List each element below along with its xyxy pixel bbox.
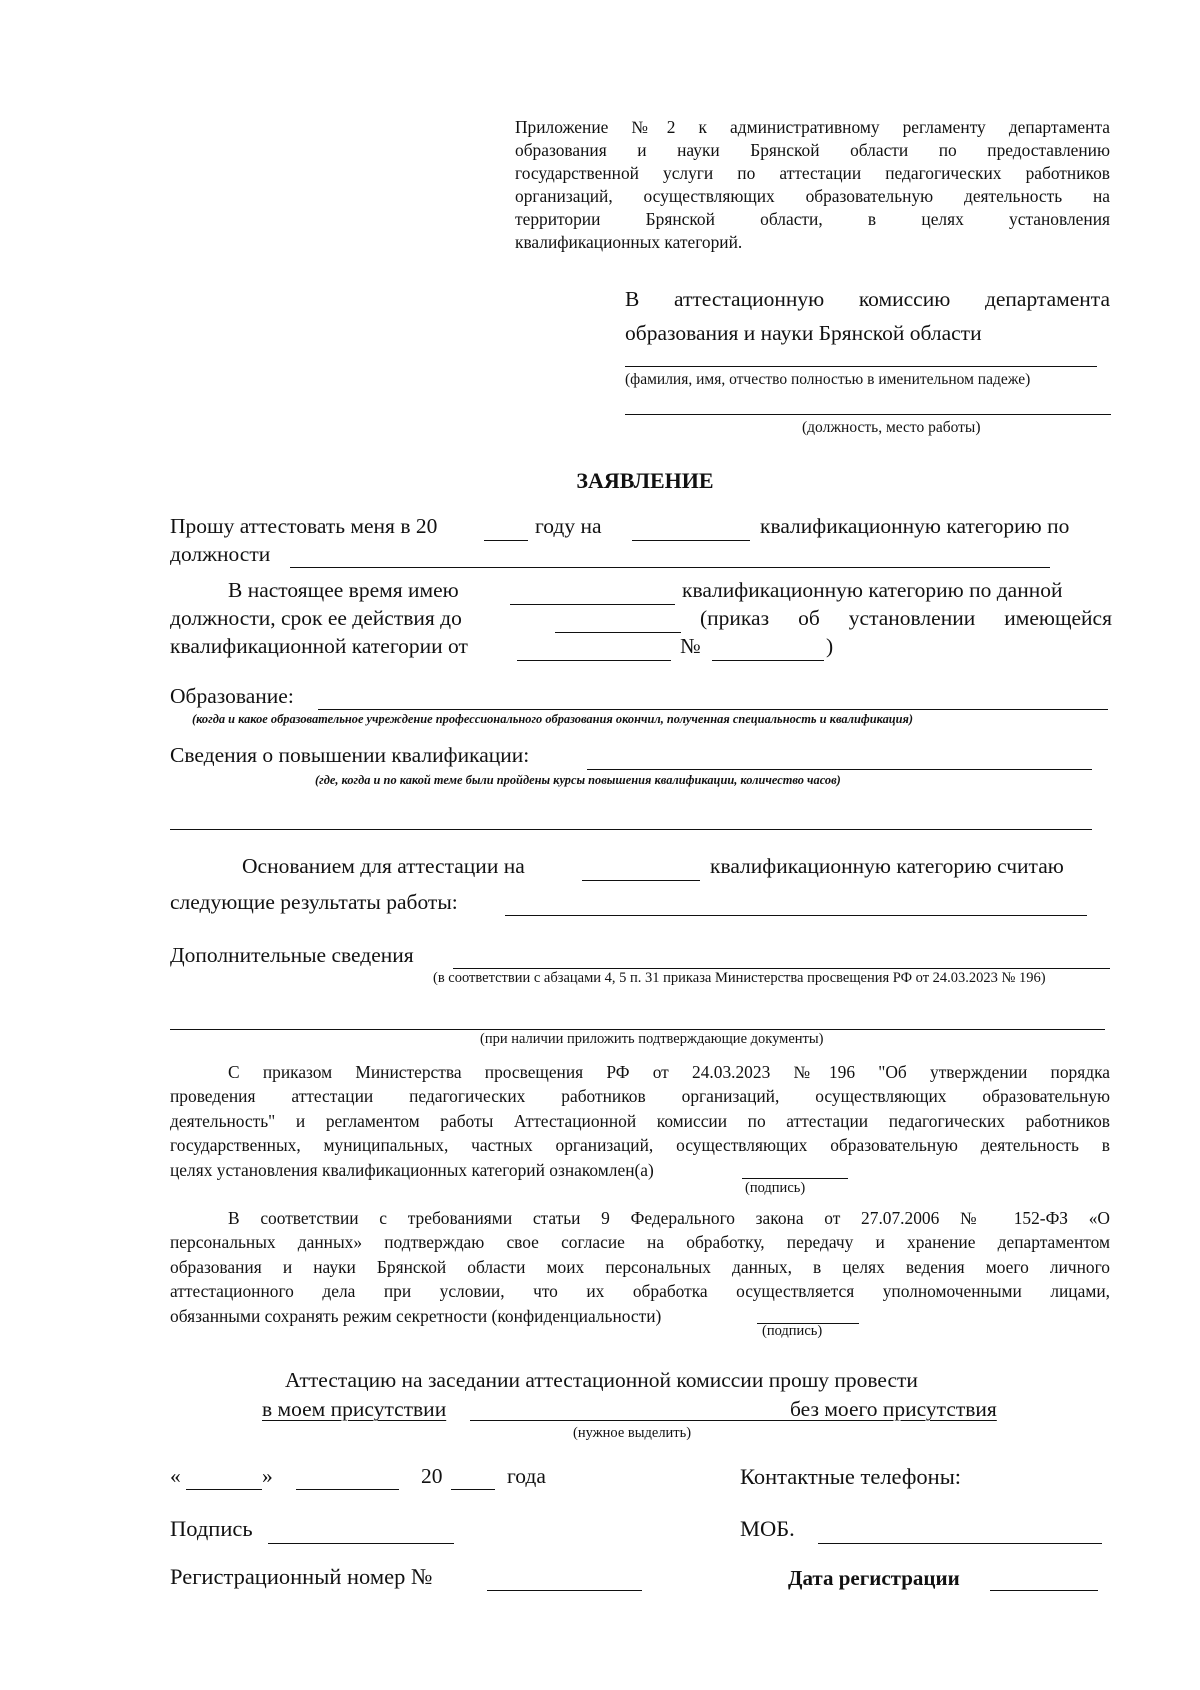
header-line: государственной услуги по аттестации педагогических работников [515,163,1110,183]
option-in-presence[interactable]: в моем присутствии [262,1397,447,1421]
session-text: Аттестацию на заседании аттестационной комиссии прошу провести [285,1368,918,1392]
education-label: Образование: [170,684,294,708]
header-line: территории Брянской области, в целях установления [515,209,1110,229]
year-field[interactable] [484,540,528,541]
current-category-text: квалификационной категории от [170,634,468,658]
date-quote-close: » [262,1464,273,1488]
consent-line: обязанными сохранять режим секретности (конфиденциальности) [170,1305,662,1326]
job-position-field[interactable] [290,567,1050,568]
day-field[interactable] [186,1489,262,1490]
consent-line: аттестационного дела при условии, что их обработка осуществляется уполномоченными лицами, [170,1281,1110,1302]
addressee [625,282,1110,350]
consent-line: образования и науки Брянской области моих персональных данных, в целях ведения моего личного [170,1256,1110,1277]
ack-signature-caption: (подпись) [745,1180,806,1196]
addressee-line: В аттестационную комиссию департамента [625,287,1110,311]
current-category-text: квалификационную категорию по данной [682,578,1063,602]
education-hint: (когда и какое образовательное учреждение профессионального образования окончил, полученная специальность и квалификация) [192,712,914,726]
current-category-text: должности, срок ее действия до [170,606,462,630]
consent-line: В соответствии с требованиями статьи 9 Федерального закона от 27.07.2006 № 152-ФЗ «О [228,1208,1110,1228]
registration-number-label: Регистрационный номер № [170,1564,433,1589]
basis-text: Основанием для аттестации на [242,854,525,878]
consent-line: персональных данных» подтверждаю свое согласие на обработку, передачу и хранение департаментом [170,1232,1110,1253]
header-line: Приложение №2 к административному регламенту департамента [515,117,1110,137]
request-text: должности [170,542,271,566]
contact-phones-label: Контактные телефоны: [740,1464,962,1489]
date-year-field[interactable] [451,1489,495,1490]
consent-paragraph [170,1206,1110,1328]
header-line: образования и науки Брянской области по предоставлению [515,140,1110,160]
additional-hint: (в соответствии с абзацами 4, 5 п. 31 приказа Министерства просвещения РФ от 24.03.2023 № 196) [433,970,1046,986]
current-category-text: ) [826,634,834,658]
ack-line: государственных, муниципальных, частных организаций, осуществляющих образовательную деятельность в [170,1135,1110,1156]
current-category-text: № [680,634,701,658]
mobile-label: МОБ. [740,1516,795,1541]
request-text: году на [535,514,602,538]
addressee-line: образования и науки Брянской области [625,321,982,345]
additional-label: Дополнительные сведения [170,943,414,967]
session-divider [470,1420,790,1421]
attach-note: (при наличии приложить подтверждающие документы) [480,1031,824,1047]
expiry-date-field[interactable] [555,632,681,633]
date-year-prefix: 20 [421,1464,443,1488]
basis-text: следующие результаты работы: [170,890,458,914]
session-note: (нужное выделить) [573,1425,692,1441]
registration-number-field[interactable] [487,1590,642,1591]
request-text: квалификационную категорию по [760,514,1070,538]
signature-field[interactable] [268,1543,454,1544]
ack-signature-field[interactable] [742,1178,848,1179]
option-without-presence[interactable]: без моего присутствия [790,1397,997,1421]
order-number-field[interactable] [712,660,824,661]
ack-line: проведения аттестации педагогических работников организаций, осуществляющих образовательную [170,1086,1110,1107]
fio-field[interactable] [625,366,1097,367]
ack-line: С приказом Министерства просвещения РФ от 24.03.2023 №196 "Об утверждении порядка [228,1062,1110,1082]
month-field[interactable] [296,1489,399,1490]
current-category-text: (приказ об установлении имеющейся [700,606,1112,630]
education-field[interactable] [318,709,1108,710]
qualification-field-2[interactable] [170,829,1092,830]
current-category-text: В настоящее время имею [228,578,459,602]
registration-date-label: Дата регистрации [788,1566,960,1590]
position-caption: (должность, место работы) [802,419,981,436]
date-quote-open: « [170,1464,181,1488]
acknowledgement-paragraph [170,1060,1110,1182]
position-field[interactable] [625,414,1111,415]
appendix-header [515,116,1110,254]
registration-date-field[interactable] [990,1590,1098,1591]
order-date-field[interactable] [517,660,671,661]
ack-line: деятельность" и регламентом работы Аттестационной комиссии по аттестации педагогических работников [170,1110,1110,1131]
additional-field-2[interactable] [170,1029,1105,1030]
header-line: квалификационных категорий. [515,232,743,252]
request-text: Прошу аттестовать меня в 20 [170,514,438,538]
qualification-field[interactable] [587,769,1092,770]
document-title: ЗАЯВЛЕНИЕ [576,468,714,493]
basis-category-field[interactable] [582,880,700,881]
header-line: организаций, осуществляющих образовательную деятельность на [515,186,1110,206]
date-year-suffix: года [507,1464,546,1488]
additional-field[interactable] [453,968,1110,969]
qualification-label: Сведения о повышении квалификации: [170,743,530,767]
basis-text: квалификационную категорию считаю [710,854,1064,878]
consent-signature-caption: (подпись) [762,1323,823,1339]
fio-caption: (фамилия, имя, отчество полностью в именительном падеже) [625,371,1031,388]
ack-line: целях установления квалификационных категорий ознакомлен(а) [170,1159,654,1180]
requested-category-field[interactable] [632,540,750,541]
work-results-field[interactable] [505,915,1087,916]
signature-label: Подпись [170,1516,253,1541]
qualification-hint: (где, когда и по какой теме были пройдены курсы повышения квалификации, количество часов) [315,773,841,787]
mobile-field[interactable] [818,1543,1102,1544]
current-category-field[interactable] [510,604,675,605]
